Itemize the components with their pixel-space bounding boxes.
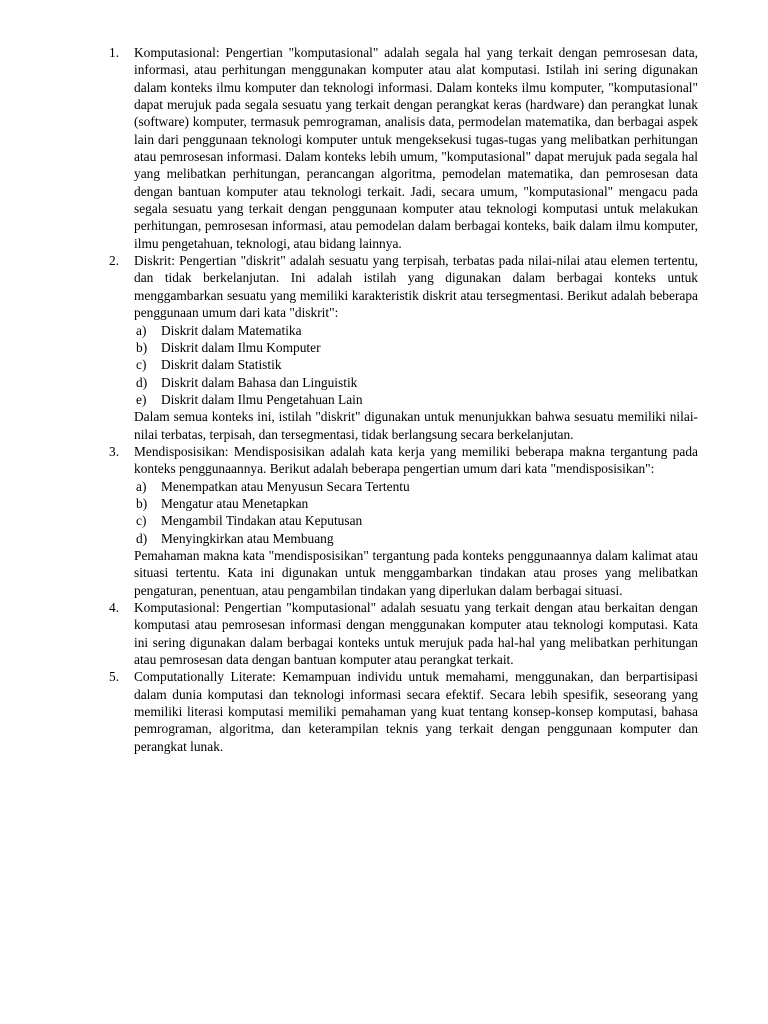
sub-text: Mengatur atau Menetapkan — [161, 495, 309, 511]
sub-letter: a) — [136, 478, 147, 494]
item-number: 4. — [109, 600, 120, 615]
sub-text: Diskrit dalam Statistik — [161, 357, 282, 373]
sub-item — [134, 530, 698, 547]
item-text: Komputasional: Pengertian "komputasional" adalah sesuatu yang terkait dengan atau berkaitan dengan komputasi atau pemrosesan informasi dengan menggunakan komputer atau teknologi komputasi. Kata ini sering digunakan dalam berbagai konteks untuk merujuk pada hal-hal yang melibatkan perhitungan atau pemrosesan data dengan bantuan komputer atau perangkat terkait. — [134, 600, 698, 668]
sub-text: Diskrit dalam Ilmu Komputer — [161, 339, 321, 355]
sub-list — [134, 322, 698, 409]
document-page — [0, 44, 768, 755]
item-number: 3. — [109, 443, 120, 459]
sub-letter: d) — [136, 530, 148, 546]
sub-item — [134, 356, 698, 373]
item-text: Diskrit: Pengertian "diskrit" adalah sesuatu yang terpisah, terbatas pada nilai-nilai atau elemen tertentu, dan tidak berkelanjutan. Ini adalah istilah yang digunakan dalam berbagai konteks untuk menggambarkan sesuatu yang memiliki karakteristik diskrit atau tersegmentasi. Berikut adalah beberapa penggunaan umum dari kata "diskrit": — [134, 253, 698, 321]
sub-text: Diskrit dalam Matematika — [161, 322, 302, 338]
sub-text: Mengambil Tindakan atau Keputusan — [161, 513, 363, 529]
item-number: 2. — [109, 253, 120, 269]
list-item-3 — [109, 443, 698, 599]
sub-text: Diskrit dalam Ilmu Pengetahuan Lain — [161, 391, 363, 407]
item-number: 1. — [109, 45, 120, 60]
sub-letter: e) — [136, 391, 147, 407]
item-text: Computationally Literate: Kemampuan individu untuk memahami, menggunakan, dan berpartisipasi dalam dunia komputasi dan teknologi informasi secara efektif. Secara lebih spesifik, seseorang yang memiliki literasi komputasi memiliki pemahaman yang kuat tentang konsep-konsep komputasi, bahasa pemrograman, algoritma, dan keterampilan teknis yang terkait dengan penggunaan komputer dan perangkat lunak. — [134, 669, 698, 754]
sub-item — [134, 322, 698, 339]
sub-letter: c) — [136, 513, 147, 529]
item-closing-text: Pemahaman makna kata "mendisposisikan" tergantung pada konteks penggunaannya dalam kalimat atau situasi tertentu. Kata ini digunakan untuk menggambarkan tindakan atau proses yang melibatkan pengaturan, penentuan, atau pengambilan tindakan yang diperlukan dalam berbagai situasi. — [134, 547, 698, 598]
sub-item — [134, 391, 698, 408]
sub-list — [134, 478, 698, 547]
sub-letter: c) — [136, 357, 147, 373]
sub-text: Diskrit dalam Bahasa dan Linguistik — [161, 374, 358, 390]
sub-letter: a) — [136, 322, 147, 338]
list-item-1 — [109, 44, 698, 252]
sub-item — [134, 495, 698, 512]
sub-item — [134, 339, 698, 356]
item-text: Komputasional: Pengertian "komputasional" adalah segala hal yang terkait dengan pemrosesan data, informasi, atau perhitungan menggunakan komputer atau alat komputasi. Istilah ini sering digunakan dalam konteks ilmu komputer dan teknologi informasi. Dalam konteks ilmu komputer, "komputasional" dapat merujuk pada segala sesuatu yang terkait dengan perangkat keras (hardware) dan perangkat lunak (software) komputer, termasuk pemrograman, analisis data, permodelan matematika, dan berbagai aspek lain dari penggunaan teknologi komputer untuk mengeksekusi tugas-tugas yang melibatkan perhitungan atau pemrosesan informasi. Dalam konteks lebih umum, "komputasional" dapat merujuk pada segala hal yang melibatkan perhitungan, perancangan algoritma, pemodelan matematika, dan pemrosesan data dengan bantuan komputer atau teknologi terkait. Jadi, secara umum, "komputasional" mengacu pada segala sesuatu yang terkait dengan penggunaan komputer atau teknologi komputasi untuk melakukan perhitungan, pemrosesan informasi, atau pemodelan dalam berbagai konteks, baik dalam ilmu komputer, ilmu pengetahuan, teknologi, atau bidang lainnya. — [134, 45, 698, 251]
sub-letter: b) — [136, 339, 148, 355]
sub-letter: b) — [136, 495, 148, 511]
sub-item — [134, 374, 698, 391]
item-text: Mendisposisikan: Mendisposisikan adalah kata kerja yang memiliki beberapa makna tergantung pada konteks penggunaannya. Berikut adalah beberapa pengertian umum dari kata "mendisposisikan": — [134, 443, 698, 477]
item-closing-text: Dalam semua konteks ini, istilah "diskrit" digunakan untuk menunjukkan bahwa sesuatu memiliki nilai-nilai terbatas, terpisah, dan tersegmentasi, tidak berlangsung secara berkelanjutan. — [134, 409, 698, 442]
sub-item — [134, 478, 698, 495]
sub-text: Menyingkirkan atau Membuang — [161, 530, 334, 546]
sub-letter: d) — [136, 374, 148, 390]
list-item-2 — [109, 252, 698, 443]
list-item-5 — [109, 668, 698, 755]
list-item-4 — [109, 599, 698, 668]
sub-item — [134, 512, 698, 529]
sub-text: Menempatkan atau Menyusun Secara Tertentu — [161, 478, 410, 494]
item-number: 5. — [109, 669, 120, 685]
